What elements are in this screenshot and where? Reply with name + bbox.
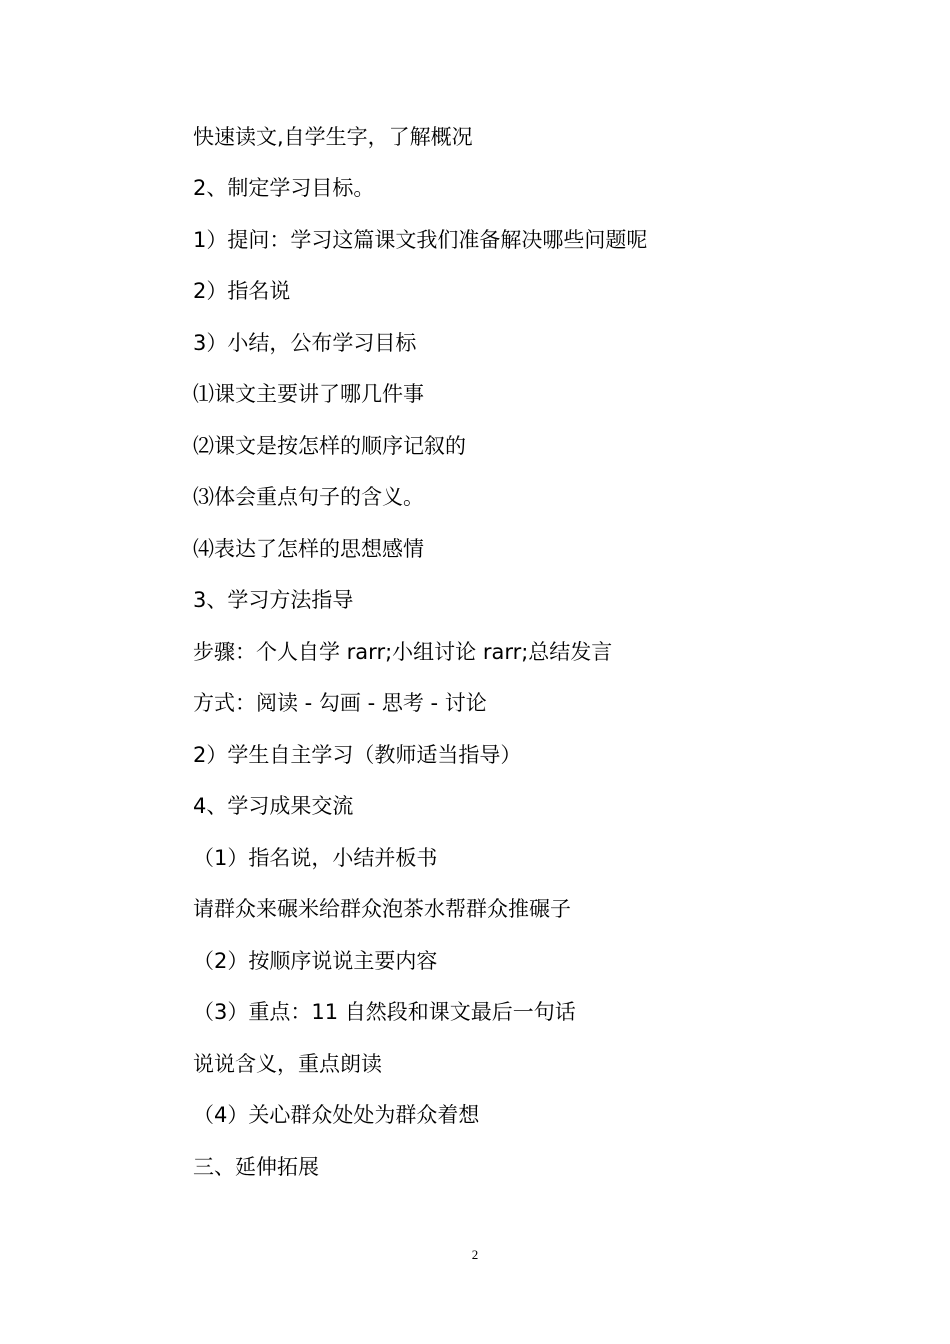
text-line: 方式：阅读 - 勾画 - 思考 - 讨论 <box>193 691 487 715</box>
section-heading: 2、制定学习目标。 <box>193 176 375 200</box>
text-line: （2）按顺序说说主要内容 <box>193 949 438 973</box>
text-line: （1）指名说，小结并板书 <box>193 846 438 870</box>
page-number: 2 <box>471 1247 479 1262</box>
list-item: ⑶体会重点句子的含义。 <box>193 485 424 509</box>
text-line: 1）提问：学习这篇课文我们准备解决哪些问题呢 <box>193 228 648 252</box>
text-line: 步骤：个人自学 rarr;小组讨论 rarr;总结发言 <box>193 640 613 664</box>
text-line: 3）小结，公布学习目标 <box>193 331 417 355</box>
section-heading: 4、学习成果交流 <box>193 794 354 818</box>
text-line: 2）学生自主学习（教师适当指导） <box>193 743 522 767</box>
text-line: （4）关心群众处处为群众着想 <box>193 1103 480 1127</box>
text-line: 快速读文,自学生字，了解概况 <box>193 125 473 149</box>
text-line: （3）重点：11 自然段和课文最后一句话 <box>193 1000 576 1024</box>
section-heading: 三、延伸拓展 <box>193 1155 319 1179</box>
text-line: 说说含义，重点朗读 <box>193 1052 382 1076</box>
list-item: ⑵课文是按怎样的顺序记叙的 <box>193 434 466 458</box>
text-line: 请群众来碾米给群众泡茶水帮群众推碾子 <box>193 897 571 921</box>
text-line: 2）指名说 <box>193 279 291 303</box>
list-item: ⑴课文主要讲了哪几件事 <box>193 382 424 406</box>
list-item: ⑷表达了怎样的思想感情 <box>193 537 424 561</box>
section-heading: 3、学习方法指导 <box>193 588 354 612</box>
